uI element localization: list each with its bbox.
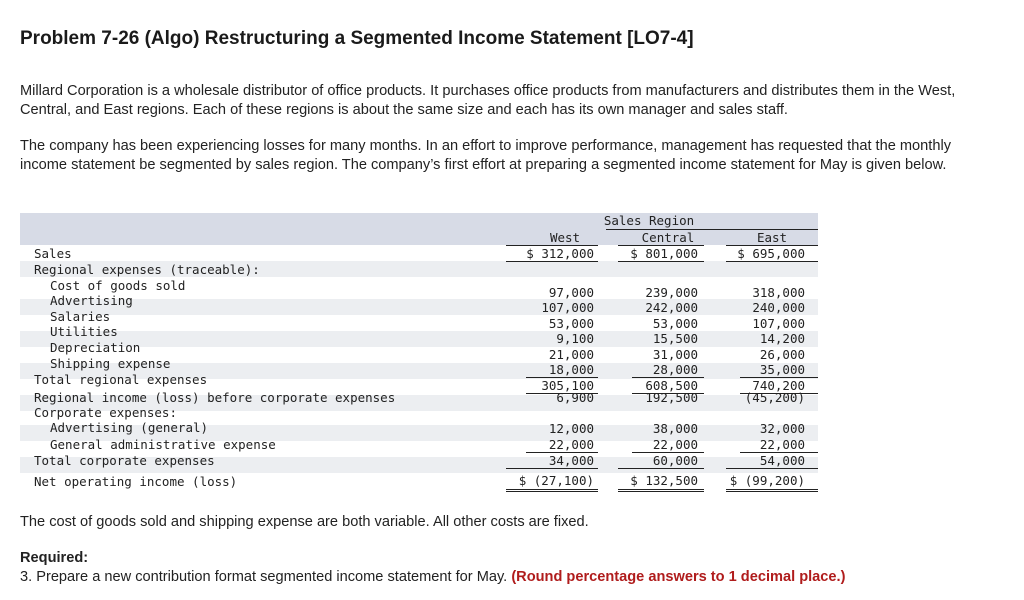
value-west: 305,100 [541, 378, 594, 393]
row-label: Total regional expenses [34, 372, 208, 387]
value-central: 38,000 [652, 421, 698, 436]
row-label: Sales [34, 246, 72, 261]
value-east: 740,200 [752, 378, 805, 393]
required-text: 3. Prepare a new contribution format segmented income statement for May. [20, 569, 508, 585]
column-header-east: East [756, 230, 788, 245]
value-west: 34,000 [548, 453, 594, 468]
value-west: 107,000 [541, 300, 594, 315]
value-east: 14,200 [759, 331, 805, 346]
double-rule [726, 489, 818, 492]
cost-behavior-note: The cost of goods sold and shipping expense are both variable. All other costs are fixed. [20, 514, 589, 530]
value-central: 60,000 [652, 453, 698, 468]
row-label: Net operating income (loss) [34, 474, 238, 489]
problem-title: Problem 7-26 (Algo) Restructuring a Segmented Income Statement [LO7-4] [20, 28, 694, 49]
row-label: Advertising (general) [50, 420, 209, 435]
row-label: Shipping expense [50, 356, 171, 371]
column-header-west: West [549, 230, 581, 245]
row-label: Total corporate expenses [34, 453, 215, 468]
value-east: 240,000 [752, 300, 805, 315]
value-central: $ 132,500 [630, 473, 698, 488]
value-central: 22,000 [652, 437, 698, 452]
subtotal-rule [506, 261, 598, 262]
value-central: 192,500 [645, 390, 698, 405]
value-east: 35,000 [759, 362, 805, 377]
value-east: 107,000 [752, 316, 805, 331]
value-west: 6,900 [556, 390, 594, 405]
row-label: Regional income (loss) before corporate expenses [34, 390, 396, 405]
value-central: $ 801,000 [630, 246, 698, 261]
section-label: Corporate expenses: [34, 405, 177, 420]
required-item [20, 569, 845, 585]
value-west: $ (27,100) [518, 473, 594, 488]
value-east: $ 695,000 [737, 246, 805, 261]
value-central: 15,500 [652, 331, 698, 346]
value-west: 22,000 [548, 437, 594, 452]
value-east: 32,000 [759, 421, 805, 436]
row-label: Cost of goods sold [50, 278, 186, 293]
value-central: 242,000 [645, 300, 698, 315]
row-label: Depreciation [50, 340, 141, 355]
value-east: 26,000 [759, 347, 805, 362]
value-west: $ 312,000 [526, 246, 594, 261]
rounding-instruction: (Round percentage answers to 1 decimal place.) [511, 569, 846, 585]
double-rule [506, 489, 598, 492]
value-west: 21,000 [548, 347, 594, 362]
subtotal-rule [618, 261, 704, 262]
required-heading: Required: [20, 550, 89, 566]
value-east: 54,000 [759, 453, 805, 468]
context-paragraph: The company has been experiencing losses for many months. In an effort to improve performance, management has requested that the monthly income statement be segmented by sales region. The company’s first effort at preparing a segmented income statement for May is given below. [20, 138, 951, 173]
row-label: Advertising [50, 293, 133, 308]
value-west: 9,100 [556, 331, 594, 346]
subtotal-rule [618, 468, 704, 469]
value-east: 318,000 [752, 285, 805, 300]
value-west: 97,000 [548, 285, 594, 300]
value-west: 53,000 [548, 316, 594, 331]
row-label: Utilities [50, 324, 118, 339]
subtotal-rule [506, 468, 598, 469]
intro-paragraph: Millard Corporation is a wholesale distributor of office products. It purchases office products from manufacturers and distributes them in the West, Central, and East regions. Each of these regions is about the same size and each has its own manager and sales staff. [20, 83, 956, 118]
value-central: 31,000 [652, 347, 698, 362]
sales-region-header: Sales Region [603, 213, 695, 228]
row-label: Salaries [50, 309, 111, 324]
value-west: 12,000 [548, 421, 594, 436]
column-header-central: Central [641, 230, 695, 245]
value-central: 53,000 [652, 316, 698, 331]
section-label: Regional expenses (traceable): [34, 262, 260, 277]
subtotal-rule [726, 468, 818, 469]
segmented-income-statement [20, 213, 818, 493]
subtotal-rule [726, 261, 818, 262]
value-east: 22,000 [759, 437, 805, 452]
value-east: (45,200) [744, 390, 805, 405]
value-central: 239,000 [645, 285, 698, 300]
double-rule [618, 489, 704, 492]
value-east: $ (99,200) [729, 473, 805, 488]
row-band [20, 299, 818, 315]
value-central: 608,500 [645, 378, 698, 393]
row-label: General administrative expense [50, 437, 276, 452]
value-central: 28,000 [652, 362, 698, 377]
value-west: 18,000 [548, 362, 594, 377]
